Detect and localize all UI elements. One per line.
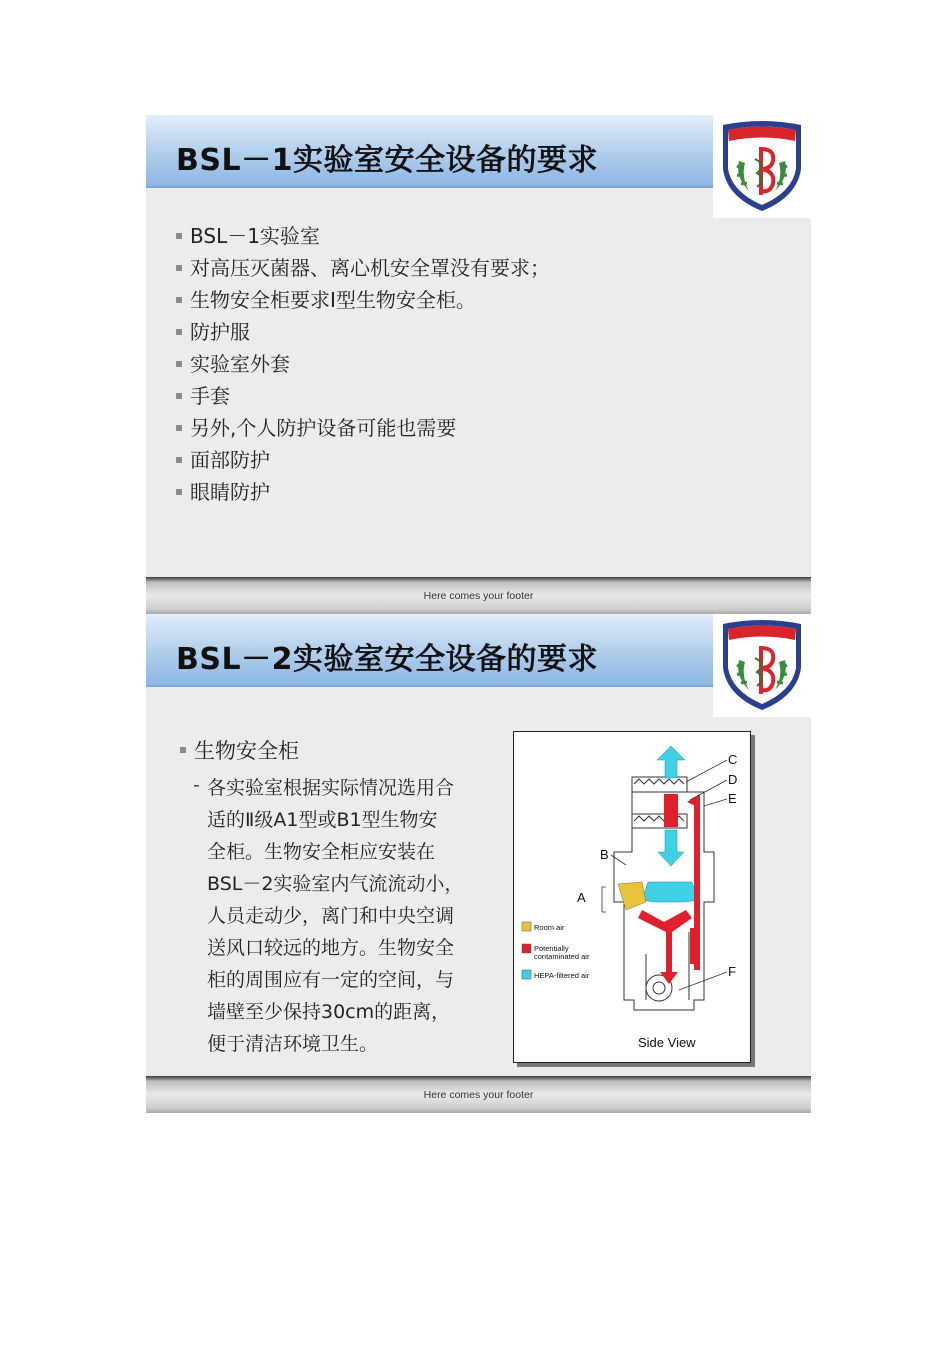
slide-title: BSL－2实验室安全设备的要求 (176, 642, 598, 677)
paragraph (207, 772, 463, 1060)
bullet-marker (176, 329, 182, 335)
label-c: C (728, 752, 738, 767)
bullet-marker (176, 393, 182, 399)
bullet-marker (176, 361, 182, 367)
legend-contaminated: Potentially contaminated air (534, 944, 590, 961)
title-bar (146, 614, 811, 687)
section-heading: 生物安全柜 (180, 735, 299, 765)
list-item: 实验室外套 (176, 348, 550, 380)
label-d: D (728, 772, 738, 787)
legend-hepa: HEPA-filtered air (534, 971, 590, 980)
paragraph-line: 送风口较远的地方。生物安全 (207, 937, 455, 959)
list-item: 眼睛防护 (176, 476, 550, 508)
label-b: B (600, 847, 609, 862)
slide-1 (146, 115, 811, 614)
bullet-marker (176, 457, 182, 463)
slide-2 (146, 614, 811, 1113)
list-item: 防护服 (176, 316, 550, 348)
list-item: 对高压灭菌器、离心机安全罩没有要求； (176, 252, 550, 284)
dash-marker: - (193, 774, 200, 796)
bullet-marker (176, 233, 182, 239)
logo-shield-icon (717, 119, 807, 214)
paragraph-line: 人员走动少，离门和中央空调 (207, 905, 455, 927)
legend-swatch-room-air (522, 922, 531, 931)
bullet-list (176, 220, 550, 508)
label-a: A (577, 890, 586, 905)
logo-shield-icon (717, 618, 807, 713)
paragraph-line: 便于清洁环境卫生。 (207, 1033, 379, 1055)
label-e: E (728, 791, 737, 806)
bullet-marker (176, 425, 182, 431)
footer-text: Here comes your footer (423, 1089, 534, 1101)
slide-title: BSL－1实验室安全设备的要求 (176, 143, 598, 178)
bullet-marker (176, 489, 182, 495)
footer-bar (146, 577, 811, 614)
list-item: BSL－1实验室 (176, 220, 550, 252)
list-item: 生物安全柜要求Ⅰ型生物安全柜。 (176, 284, 550, 316)
figure-caption: Side View (638, 1035, 696, 1050)
legend-room-air: Room air (534, 923, 565, 932)
list-item: 面部防护 (176, 444, 550, 476)
paragraph-line: 墙壁至少保持30cm的距离， (207, 1001, 451, 1023)
paragraph-line: BSL－2实验室内气流流动小， (207, 873, 464, 895)
bullet-marker (176, 265, 182, 271)
bullet-marker (176, 297, 182, 303)
biosafety-cabinet-diagram (513, 731, 751, 1063)
paragraph-line: 全柜。生物安全柜应安装在 (207, 841, 436, 863)
paragraph-line: 各实验室根据实际情况选用合 (207, 777, 455, 799)
bullet-marker (180, 747, 186, 753)
list-item: 手套 (176, 380, 550, 412)
label-f: F (728, 964, 736, 979)
list-item: 另外,个人防护设备可能也需要 (176, 412, 550, 444)
footer-text: Here comes your footer (423, 590, 534, 602)
title-bar (146, 115, 811, 188)
logo (713, 115, 811, 218)
paragraph-line: 适的Ⅱ级A1型或B1型生物安 (207, 809, 438, 831)
paragraph-line: 柜的周围应有一定的空间，与 (207, 969, 455, 991)
footer-bar (146, 1076, 811, 1113)
legend-swatch-contaminated (522, 944, 531, 953)
legend-swatch-hepa (522, 970, 531, 979)
logo (713, 614, 811, 717)
